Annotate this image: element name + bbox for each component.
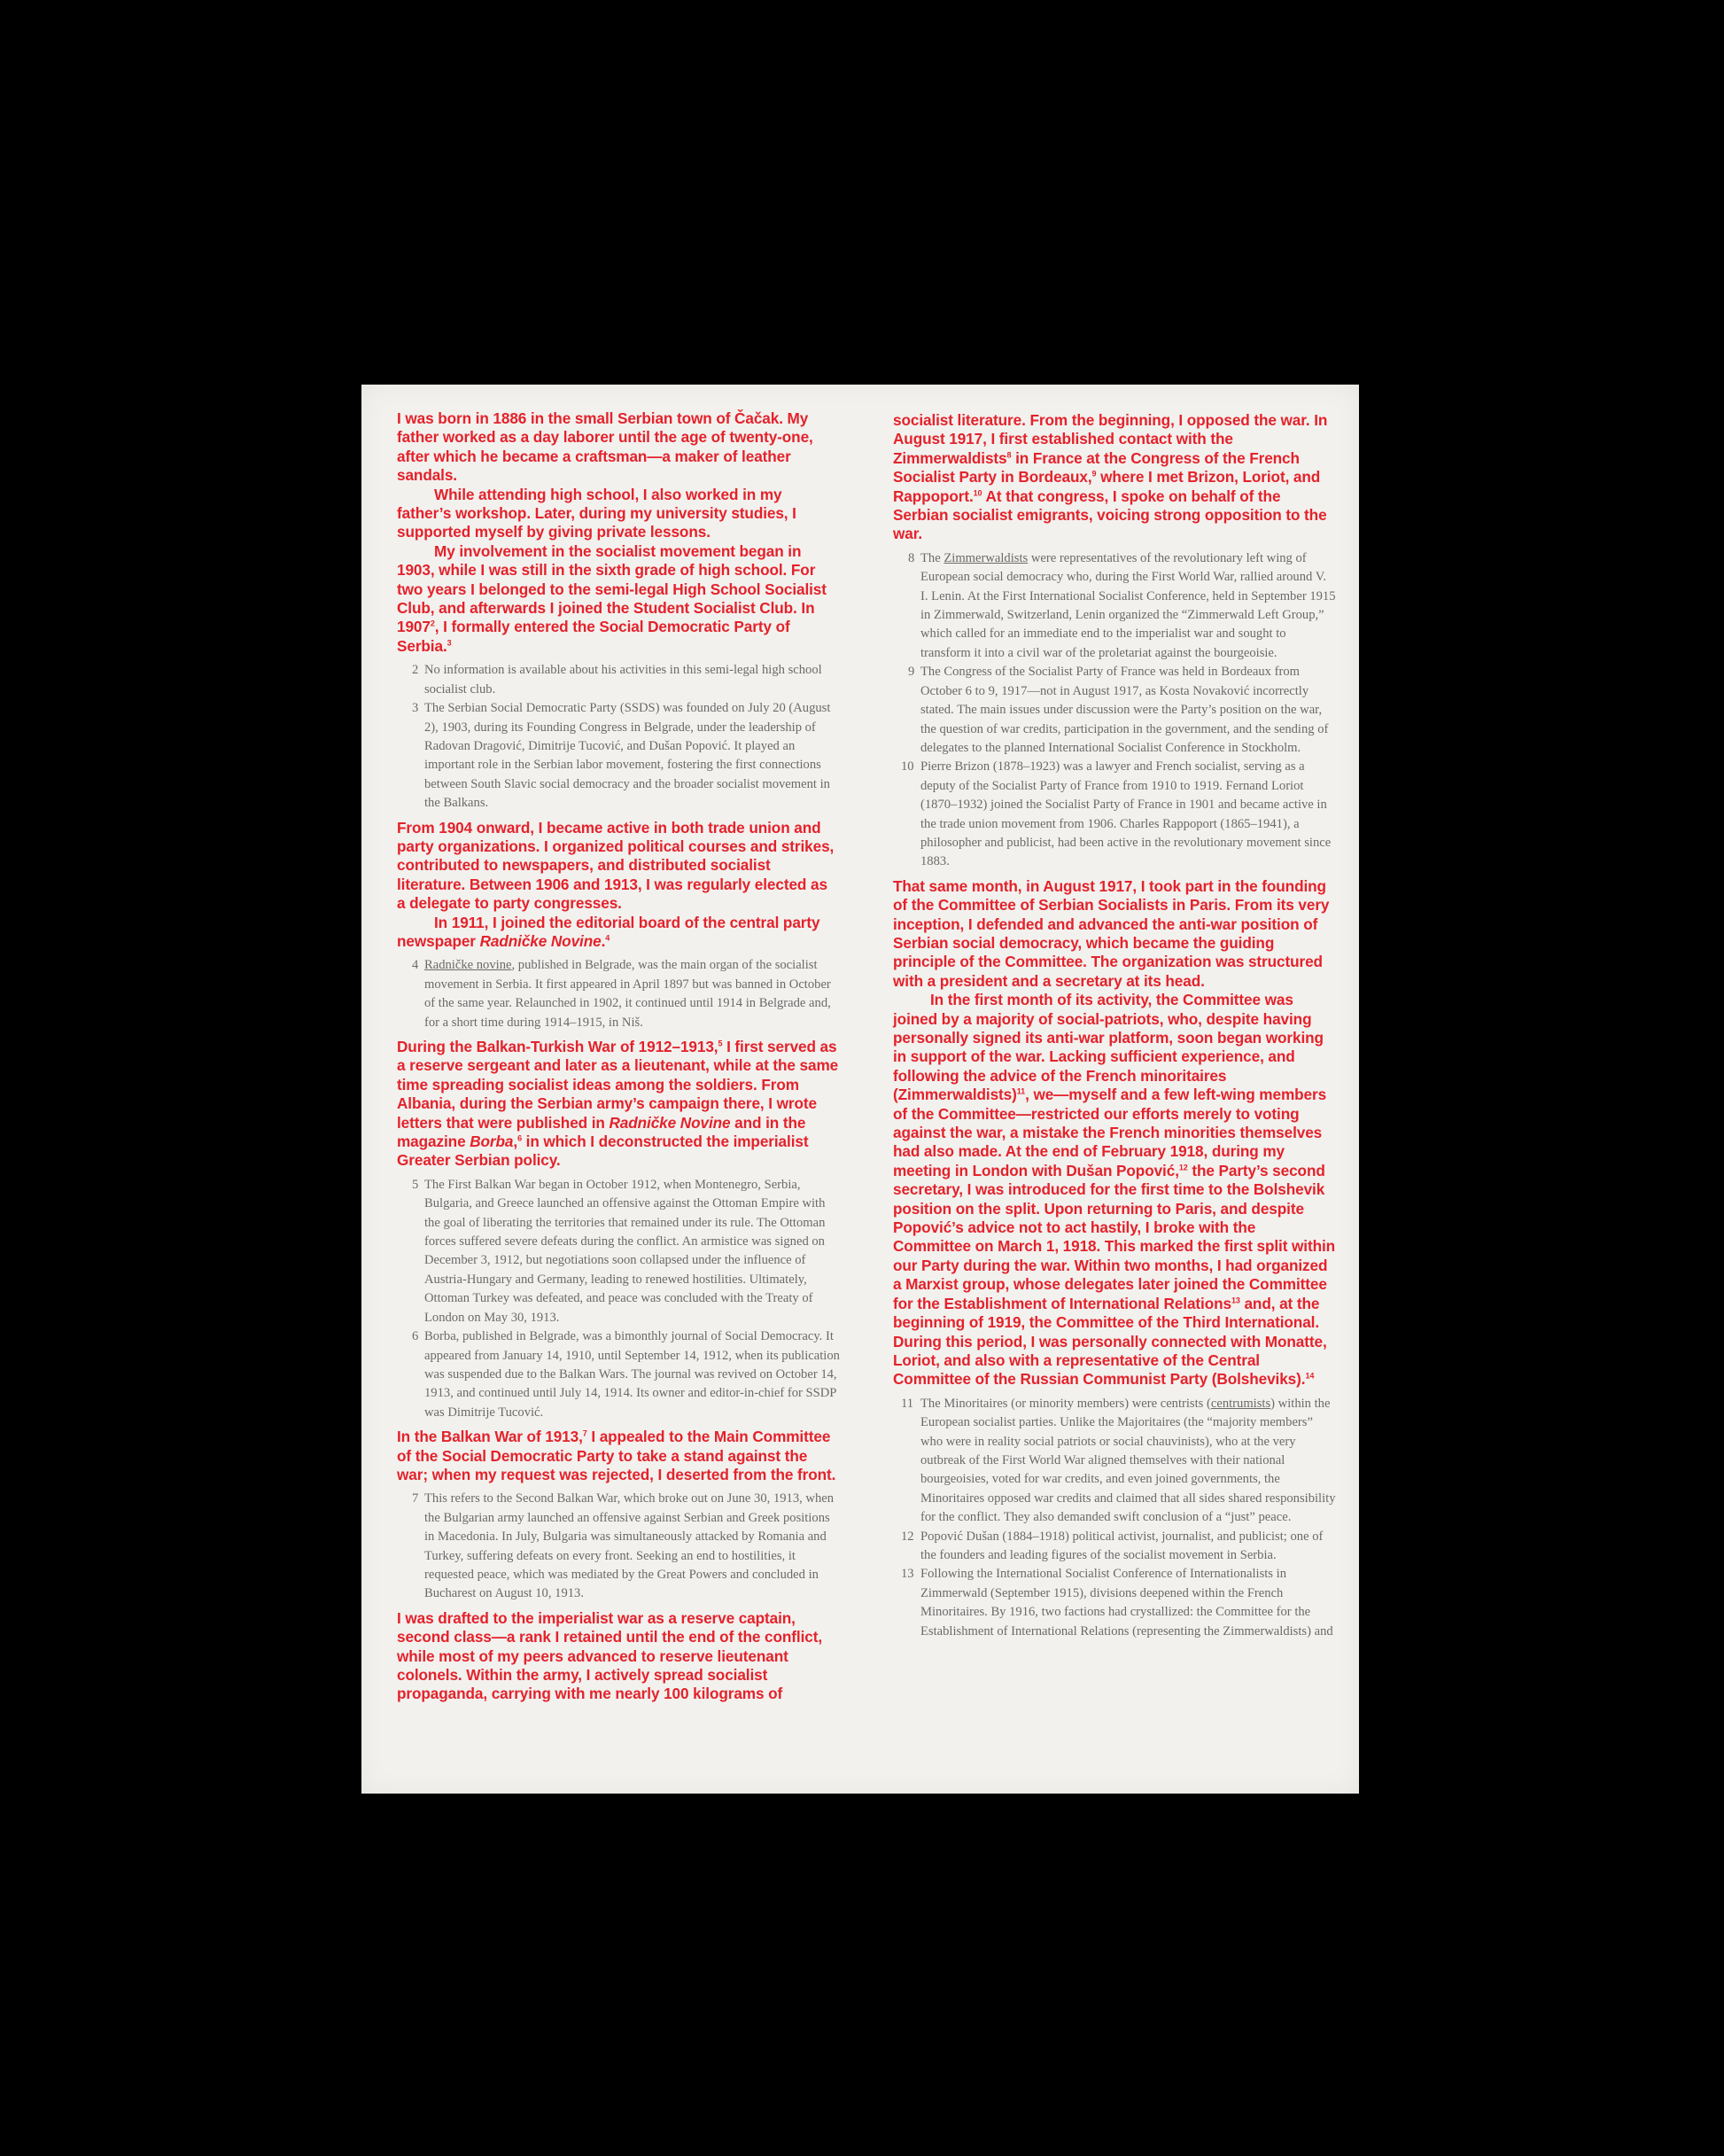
footnote-text: Following the International Socialist Conference of Internationalists in Zimmerwald (September 1915), divisions deepened within the French Minoritaires. By 1916, two factions had crystallized: the Committee for the Establishment of International Relations (representing the Zimmerwaldists) and bbox=[920, 1567, 1333, 1638]
footnote-number: 9 bbox=[908, 665, 915, 680]
main-paragraph bbox=[397, 1609, 840, 1704]
text: My involvement in the socialist movement began in 1903, while I was still in the sixth grade of high school. For two years I belonged to the semi-legal High School Socialist Club, and afterwards I joined the Student Socialist Club. In 1907 bbox=[397, 541, 827, 636]
newspaper-title: Radničke Novine bbox=[479, 931, 602, 950]
newspaper-title: Radničke Novine bbox=[609, 1113, 731, 1132]
footnote bbox=[893, 758, 1336, 871]
main-paragraph bbox=[397, 409, 840, 486]
footnote-ref: 7 bbox=[582, 1428, 587, 1438]
text: At that congress, I spoke on behalf of the Serbian socialist emigrants, voicing strong opposition to the war. bbox=[893, 486, 1327, 543]
text: the Party’s second secretary, I was introduced for the first time to the Bolshevik position on the split. Upon returning to Paris, and despite Popović’s advice not to act hastily, I broke with the Committee on March 1, 1918. This marked the first split within our Party during the war. Within two months, I had organized a Marxist group, whose delegates later joined the Committee for the Establishment of International Relations bbox=[893, 1161, 1336, 1312]
text: In the Balkan War of 1913, bbox=[397, 1428, 583, 1446]
underlined-term: Radničke novine bbox=[424, 958, 512, 973]
footnote-number: 10 bbox=[901, 759, 914, 774]
text: . bbox=[601, 931, 606, 950]
footnotes bbox=[397, 1490, 840, 1603]
footnote bbox=[397, 699, 840, 813]
footnote-ref: 13 bbox=[1231, 1295, 1240, 1304]
footnote bbox=[893, 663, 1336, 758]
text: socialist literature. From the beginning, I opposed the war. In August 1917, I first established contact with the Zimmerwaldists bbox=[893, 411, 1328, 467]
footnote-number: 7 bbox=[412, 1491, 419, 1506]
footnote bbox=[893, 1528, 1336, 1566]
underlined-term: centrumists bbox=[1210, 1396, 1271, 1411]
footnote-number: 3 bbox=[412, 701, 419, 716]
text: in France at the Congress of the French Socialist Party in Bordeaux, bbox=[893, 448, 1300, 486]
text: While attending high school, I also worked in my father’s workshop. Later, during my university studies, I supported myself by giving private lessons. bbox=[397, 485, 796, 541]
footnote-number: 13 bbox=[901, 1567, 914, 1582]
text: , published in Belgrade, was the main organ of the socialist movement in Serbia. It first appeared in April 1897 but was banned in October of the same year. Relaunched in 1902, it continued until 1914 in Belgrade and, for a short time during 1914–1915, in Niš. bbox=[424, 958, 831, 1030]
left-column bbox=[397, 409, 840, 1704]
text: The bbox=[920, 550, 944, 565]
text: The Minoritaires (or minority members) were centrists ( bbox=[920, 1396, 1211, 1411]
footnotes bbox=[893, 549, 1336, 872]
footnote bbox=[893, 549, 1336, 663]
footnote-number: 2 bbox=[412, 663, 419, 678]
footnote-ref: 8 bbox=[1006, 450, 1012, 460]
footnote-ref: 2 bbox=[430, 619, 435, 628]
footnote-number: 12 bbox=[901, 1529, 914, 1544]
footnote-number: 5 bbox=[412, 1177, 419, 1192]
text: I appealed to the Main Committee of the Social Democratic Party to take a stand against the war; when my request was rejected, I deserted from the front. bbox=[397, 1428, 836, 1483]
footnote-text: Pierre Brizon (1878–1923) was a lawyer and French socialist, serving as a deputy of the Socialist Party of France from 1910 to 1919. Fernand Loriot (1870–1932) joined the Socialist Party of France in 1901 and became active in the trade union movement from 1906. Charles Rappoport (1865–1941), a philosopher and publicist, had been active in the revolutionary movement since 1883. bbox=[920, 759, 1332, 869]
footnote bbox=[397, 1176, 840, 1327]
text: I was drafted to the imperialist war as a reserve captain, second class—a rank I retained until the end of the conflict, while most of my peers advanced to reserve lieutenant colonels. Within the army, I actively spread socialist propaganda, carrying with me nearly 100 kilograms of bbox=[397, 1608, 823, 1703]
text: In the first month of its activity, the Committee was joined by a majority of social-patriots, who, despite having personally signed its anti-war platform, soon began working in support of the war. Lacking sufficient experience, and following the advice of the French minoritaires (Zimmerwaldists) bbox=[893, 991, 1324, 1104]
main-paragraph bbox=[397, 1038, 840, 1171]
footnote-ref: 6 bbox=[517, 1133, 522, 1143]
footnotes bbox=[397, 1176, 840, 1422]
text: , I formally entered the Social Democratic Party of Serbia. bbox=[397, 618, 790, 655]
footnote-number: 4 bbox=[412, 958, 419, 973]
text: and, at the beginning of 1919, the Committee of the Third International. During this period, I was personally connected with Monatte, Loriot, and also with a representative of the Central Committee of the Russian Communist Party (Bolsheviks). bbox=[893, 1294, 1327, 1389]
text: where I met Brizon, Loriot, and Rappoport. bbox=[893, 468, 1321, 505]
main-paragraph bbox=[893, 877, 1336, 991]
text: I first served as a reserve sergeant and later as a lieutenant, while at the same time spreading socialist ideas among the soldiers. From Albania, during the Serbian army’s campaign there, I wrote letters that were published in bbox=[397, 1038, 839, 1132]
main-paragraph bbox=[893, 991, 1336, 1389]
footnote bbox=[893, 1565, 1336, 1641]
magazine-title: Borba bbox=[470, 1132, 514, 1151]
footnote-ref: 4 bbox=[605, 933, 610, 943]
main-paragraph bbox=[397, 486, 840, 542]
footnote-text: The First Balkan War began in October 1912, when Montenegro, Serbia, Bulgaria, and Greece launched an offensive against the Ottoman Empire with the goal of liberating the territories that remained under its rule. The Ottoman forces suffered severe defeats during the conflict. An armistice was signed on December 3, 1912, but negotiations soon collapsed under the influence of Austria-Hungary and Germany, leading to renewed hostilities. Ultimately, Ottoman Turkey was defeated, and peace was concluded with the Treaty of London on May 30, 1913. bbox=[424, 1177, 826, 1325]
text: in which I deconstructed the imperialist Greater Serbian policy. bbox=[397, 1132, 809, 1170]
footnote bbox=[397, 1327, 840, 1422]
footnotes bbox=[893, 1395, 1336, 1641]
footnote-number: 6 bbox=[412, 1329, 419, 1344]
footnote-ref: 9 bbox=[1091, 469, 1097, 479]
footnote-number: 11 bbox=[901, 1396, 914, 1411]
text: , we—myself and a few left-wing members of the Committee—restricted our efforts merely to voting against the war, a mistake the French minorities themselves had also made. At the end of February 1918, during my meeting in London with Dušan Popović, bbox=[893, 1086, 1327, 1179]
footnotes bbox=[397, 956, 840, 1032]
footnote-text: Borba, published in Belgrade, was a bimonthly journal of Social Democracy. It appeared from January 14, 1910, until September 14, 1912, when its publication was suspended due to the Balkan Wars. The journal was revived on October 14, 1913, and continued until July 14, 1914. Its owner and editor-in-chief for SSDP was Dimitrije Tucović. bbox=[424, 1329, 840, 1420]
text: From 1904 onward, I became active in both trade union and party organizations. I organized political courses and strikes, contributed to newspapers, and distributed socialist literature. Between 1906 and 1913, I was regularly elected as a delegate to party congresses. bbox=[397, 818, 835, 913]
text: , bbox=[513, 1132, 518, 1151]
footnotes bbox=[397, 661, 840, 813]
text: During the Balkan-Turkish War of 1912–1913, bbox=[397, 1038, 718, 1055]
footnote-text bbox=[920, 549, 1336, 663]
footnote-ref: 5 bbox=[718, 1039, 723, 1048]
footnote-text: No information is available about his activities in this semi-legal high school socialist club. bbox=[424, 663, 822, 697]
footnote-ref: 11 bbox=[1016, 1086, 1026, 1096]
footnote-ref: 3 bbox=[447, 638, 452, 648]
text: That same month, in August 1917, I took part in the founding of the Committee of Serbian Socialists in Paris. From its very inception, I defended and advanced the anti-war position of Serbian social democracy, which became the guiding principle of the Committee. The organization was structured with a president and a secretary at its head. bbox=[893, 876, 1330, 990]
footnote-text bbox=[920, 1395, 1336, 1528]
footnote-text: This refers to the Second Balkan War, which broke out on June 30, 1913, when the Bulgarian army launched an offensive against Serbian and Greek positions in Macedonia. In July, Bulgaria was simultaneously attacked by Romania and Turkey, suffering defeats on every front. Seeking an end to hostilities, it requested peace, which was mediated by the Great Powers and concluded in Bucharest on August 10, 1913. bbox=[424, 1491, 835, 1601]
text: were representatives of the revolutionary left wing of European social democracy who, during the First World War, rallied around V. I. Lenin. At the First International Socialist Conference, held in September 1915 in Zimmerwald, Switzerland, Lenin organized the “Zimmerwald Left Group,” which called for an immediate end to the imperialist war and sought to transform it into a civil war of the proletariat against the bourgeoisie. bbox=[920, 550, 1336, 660]
text: and in the magazine bbox=[397, 1113, 806, 1151]
footnote bbox=[397, 661, 840, 699]
footnote bbox=[893, 1395, 1336, 1528]
footnote-number: 8 bbox=[908, 550, 915, 565]
footnote-text: Popović Dušan (1884–1918) political activist, journalist, and publicist; one of the founders and leading figures of the socialist movement in Serbia. bbox=[920, 1529, 1324, 1562]
underlined-term: Zimmerwaldists bbox=[944, 550, 1029, 565]
main-paragraph bbox=[397, 1428, 840, 1484]
footnote-text: The Congress of the Socialist Party of France was held in Bordeaux from October 6 to 9, 1917—not in August 1917, as Kosta Novaković incorrectly stated. The main issues under discussion were the Party’s position on the war, the question of war credits, participation in the government, and the sending of delegates to the planned International Socialist Conference in Stockholm. bbox=[920, 665, 1329, 755]
document-page bbox=[361, 385, 1359, 1794]
footnote bbox=[397, 956, 840, 1032]
main-paragraph bbox=[397, 542, 840, 656]
footnote-text bbox=[424, 956, 840, 1032]
footnote bbox=[397, 1490, 840, 1603]
main-paragraph bbox=[397, 914, 840, 952]
text: ) within the European socialist parties. Unlike the Majoritaires (the “majority members” who were in reality social patriots or social chauvinists), who at the very outbreak of the First World War aligned themselves with their national bourgeoisies, voted for war credits, and even joined governments, the Minoritaires opposed war credits and claimed that all sides shared responsibility for the conflict. They also demanded swift conclusion of a “just” peace. bbox=[920, 1396, 1336, 1525]
footnote-ref: 14 bbox=[1305, 1371, 1315, 1381]
footnote-ref: 12 bbox=[1178, 1163, 1188, 1172]
main-paragraph bbox=[893, 411, 1336, 544]
text: I was born in 1886 in the small Serbian town of Čačak. My father worked as a day laborer until the age of twenty-one, after which he became a craftsman—a maker of leather sandals. bbox=[397, 409, 813, 485]
footnote-text: The Serbian Social Democratic Party (SSDS) was founded on July 20 (August 2), 1903, during its Founding Congress in Belgrade, under the leadership of Radovan Dragović, Dimitrije Tucović, and Dušan Popović. It played an important role in the Serbian labor movement, fostering the first connections between South Slavic social democracy and the broader socialist movement in the Balkans. bbox=[424, 701, 831, 811]
text: In 1911, I joined the editorial board of the central party newspaper bbox=[397, 913, 820, 950]
footnote-ref: 10 bbox=[973, 487, 982, 497]
main-paragraph bbox=[397, 819, 840, 914]
right-column bbox=[893, 411, 1336, 1646]
